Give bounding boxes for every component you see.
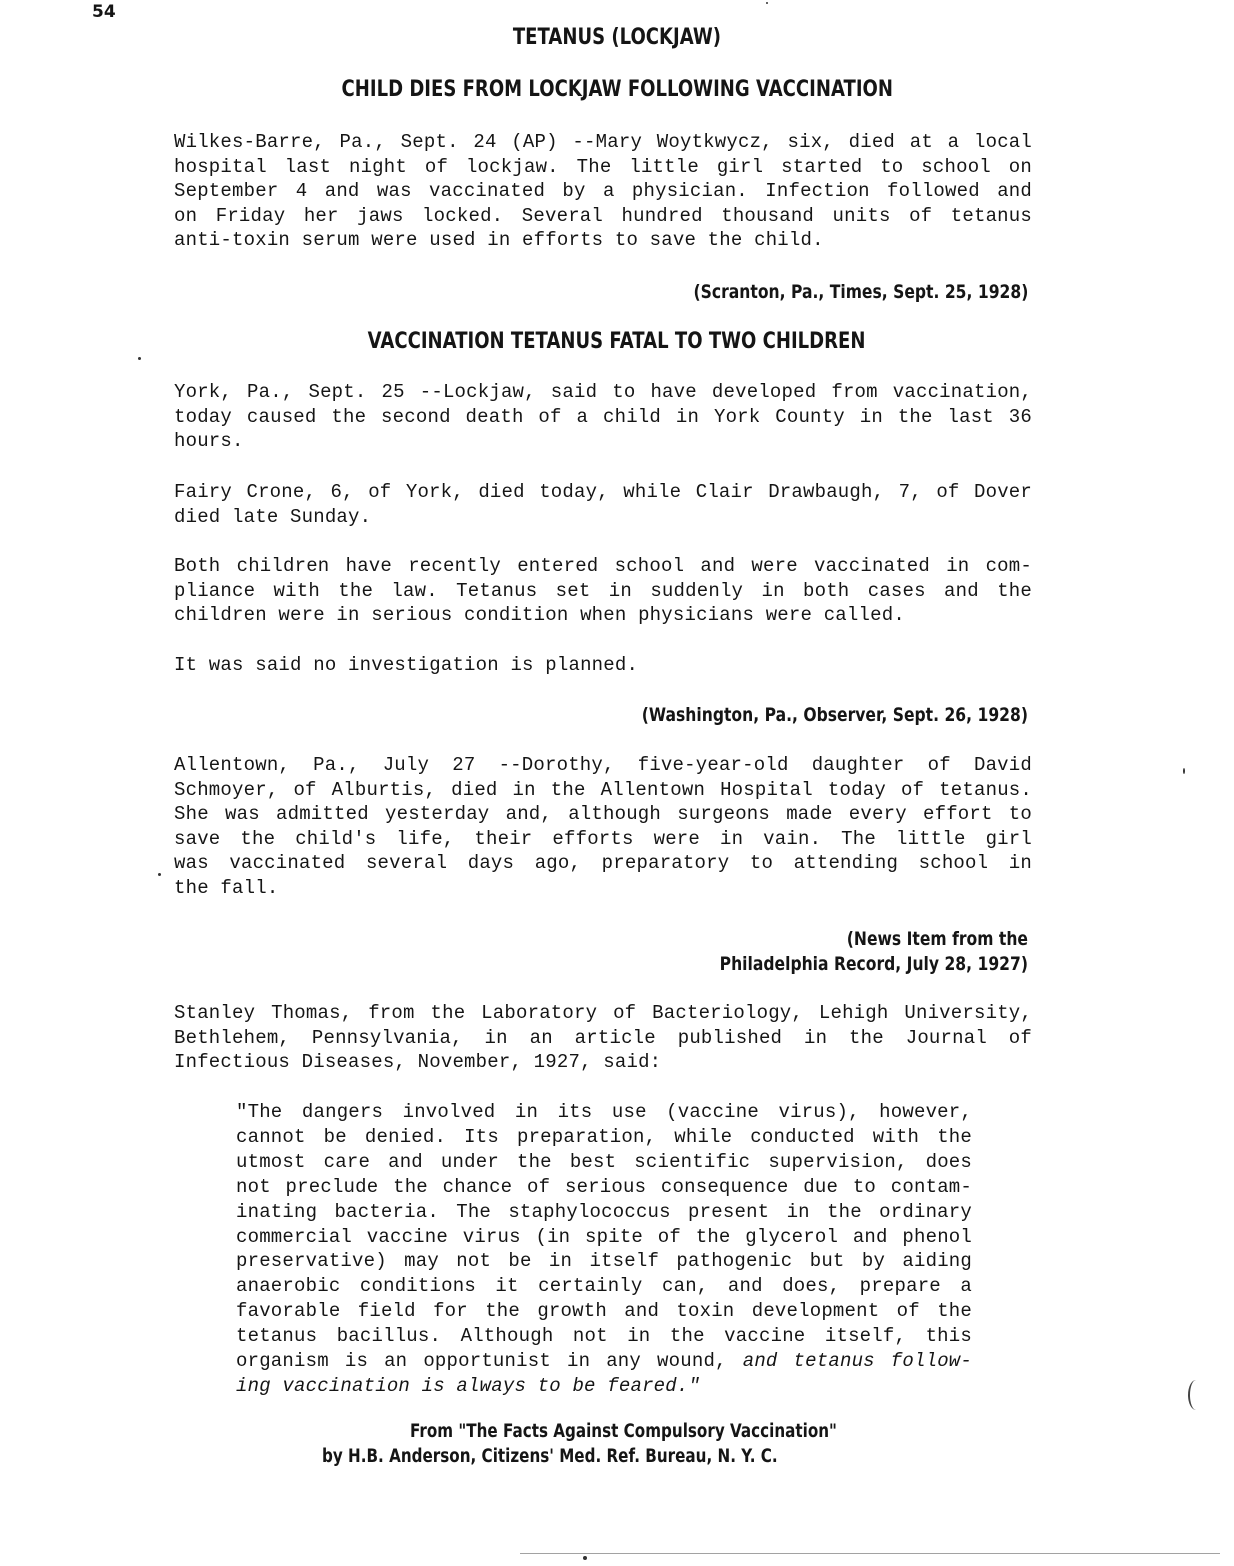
article2-paragraph-2: [174, 480, 1032, 529]
scan-speck: [1183, 768, 1185, 774]
article2-line: children were in serious condition when physicians were called.: [174, 604, 905, 627]
scan-speck: [138, 357, 141, 360]
article1-heading-text: CHILD DIES FROM LOCKJAW FOLLOWING VACCINATION: [341, 77, 893, 102]
page-title-text: TETANUS (LOCKJAW): [512, 25, 722, 50]
article2-line: pliance with the law. Tetanus set in suddenly in both cases and the: [174, 579, 1032, 602]
article2-line: It was said no investigation is planned.: [174, 654, 639, 676]
article2-line: hours.: [174, 430, 244, 453]
article4-intro-line: Infectious Diseases, November, 1927, said:: [174, 1051, 662, 1074]
quote-line: "The dangers involved in its use (vaccine virus), however,: [236, 1101, 972, 1123]
article1-line: on Friday her jaws locked. Several hundred thousand units of tetanus: [174, 204, 1032, 227]
quote-line: preservative) may not be in itself pathogenic but by aiding: [236, 1250, 972, 1273]
quote-plain-segment: organism is an opportunist in any wound,: [236, 1350, 727, 1373]
article3-citation-line-1: (News Item from the: [846, 928, 1028, 950]
quote-line: utmost care and under the best scientific supervision, does: [236, 1150, 972, 1173]
article1-body: [174, 130, 1032, 253]
article1-heading: [0, 76, 1234, 102]
article3-line: the fall.: [174, 876, 279, 899]
scan-speck: [583, 1556, 587, 1560]
article2-line: Both children have recently entered school and were vaccinated in com-: [174, 555, 1032, 577]
quote-line: cannot be denied. Its preparation, while conducted with the: [236, 1125, 972, 1148]
article4-intro-line: Stanley Thomas, from the Laboratory of Bacteriology, Lehigh University,: [174, 1002, 1032, 1024]
page-title: [0, 24, 1234, 50]
article1-citation: (Scranton, Pa., Times, Sept. 25, 1928): [693, 281, 1028, 303]
quote-line: tetanus bacillus. Although not in the vaccine itself, this: [236, 1325, 972, 1348]
quote-line: anaerobic conditions it certainly can, and does, prepare a: [236, 1275, 972, 1298]
article3-line: save the child's life, their efforts were in vain. The little girl: [174, 827, 1032, 850]
article2-line: Fairy Crone, 6, of York, died today, while Clair Drawbaugh, 7, of Dover: [174, 481, 1032, 503]
margin-bracket-mark: [1188, 1380, 1204, 1410]
article4-quote: [236, 1100, 972, 1399]
article1-line: September 4 and was vaccinated by a physician. Infection followed and: [174, 180, 1032, 203]
article3-body: [174, 753, 1032, 901]
article2-paragraph-3: [174, 554, 1032, 628]
article2-heading: [0, 328, 1234, 354]
article1-line: Wilkes-Barre, Pa., Sept. 24 (AP) --Mary Woytkwycz, six, died at a local: [174, 131, 1032, 153]
article3-line: Allentown, Pa., July 27 --Dorothy, five-year-old daughter of David: [174, 754, 1032, 776]
quote-line: favorable field for the growth and toxin development of the: [236, 1300, 972, 1323]
article2-line: died late Sunday.: [174, 505, 372, 528]
article2-paragraph-1: [174, 380, 1032, 454]
article3-line: She was admitted yesterday and, although surgeons made every effort to: [174, 803, 1032, 826]
quote-line: commercial vaccine virus (in spite of the glycerol and phenol: [236, 1225, 972, 1248]
scan-speck: [158, 873, 161, 876]
article3-citation-line-2: Philadelphia Record, July 28, 1927): [719, 953, 1028, 975]
article4-intro: [174, 1001, 1032, 1075]
source-line-1: From "The Facts Against Compulsory Vaccination": [410, 1421, 837, 1442]
article2-line: today caused the second death of a child in York County in the last 36: [174, 405, 1032, 428]
quote-italic-segment: and tetanus follow-: [742, 1350, 973, 1373]
article3-line: Schmoyer, of Alburtis, died in the Allentown Hospital today of tetanus.: [174, 778, 1032, 801]
source-line-2: by H.B. Anderson, Citizens' Med. Ref. Bureau, N. Y. C.: [322, 1446, 778, 1467]
article4-intro-line: Bethlehem, Pennsylvania, in an article published in the Journal of: [174, 1026, 1032, 1049]
article2-paragraph-4: [174, 653, 1032, 678]
article2-heading-text: VACCINATION TETANUS FATAL TO TWO CHILDREN: [368, 329, 866, 354]
article3-line: was vaccinated several days ago, preparatory to attending school in: [174, 852, 1032, 875]
scan-speck: [766, 2, 768, 4]
quote-line: not preclude the chance of serious consequence due to contam-: [236, 1175, 972, 1198]
article1-line: anti-toxin serum were used in efforts to save the child.: [174, 229, 824, 252]
scan-edge-line: [520, 1553, 1220, 1554]
article2-citation: (Washington, Pa., Observer, Sept. 26, 1928): [641, 704, 1028, 726]
quote-italic-line: ing vaccination is always to be feared.": [236, 1374, 701, 1397]
page-number: 54: [92, 2, 116, 22]
article1-line: hospital last night of lockjaw. The little girl started to school on: [174, 155, 1032, 178]
quote-line-mixed: [236, 1349, 972, 1374]
article2-line: York, Pa., Sept. 25 --Lockjaw, said to have developed from vaccination,: [174, 381, 1032, 403]
quote-line: inating bacteria. The staphylococcus present in the ordinary: [236, 1200, 972, 1223]
